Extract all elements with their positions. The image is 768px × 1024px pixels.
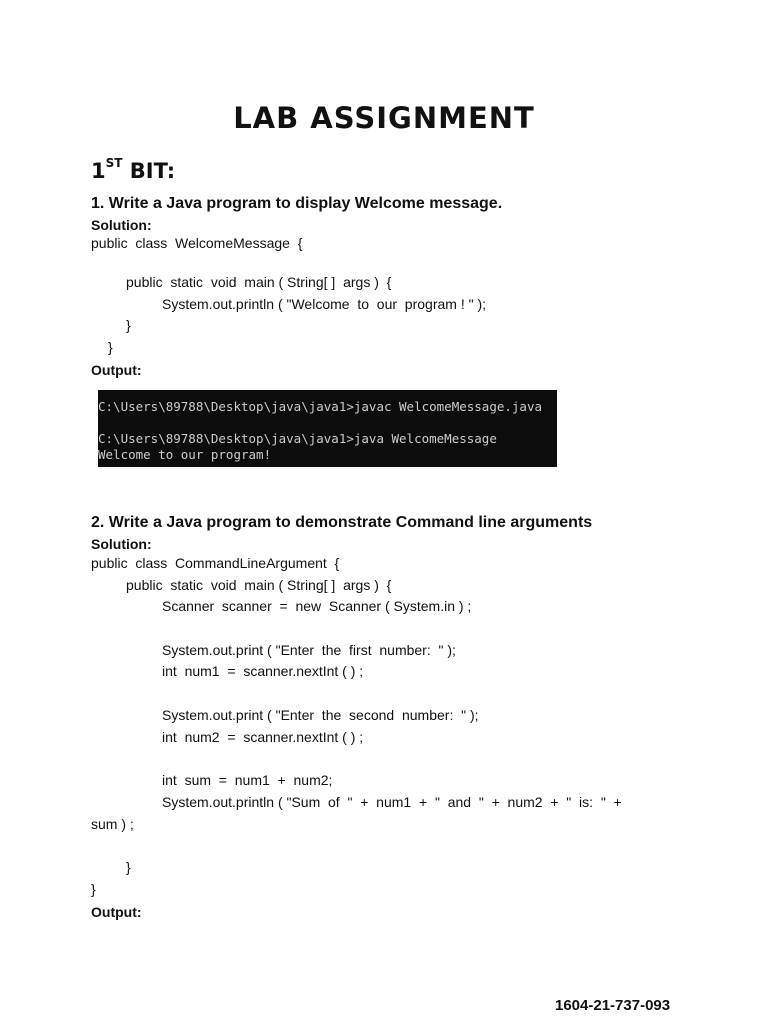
output-label-1: Output: — [91, 362, 142, 378]
code-line: System.out.println ( "Welcome to our program ! " ); — [162, 296, 487, 312]
question-1: 1. Write a Java program to display Welcome message. — [91, 195, 503, 212]
code-line: } — [126, 859, 131, 875]
terminal-line: C:\Users\89788\Desktop\java\java1>java WelcomeMessage — [98, 431, 497, 446]
code-line: int sum = num1 + num2; — [162, 772, 333, 788]
footer-id: 1604-21-737-093 — [555, 997, 671, 1014]
code-line: public class CommandLineArgument { — [91, 555, 340, 571]
code-line: Scanner scanner = new Scanner ( System.in ) ; — [162, 598, 472, 614]
page-title: LAB ASSIGNMENT — [233, 101, 535, 135]
question-2: 2. Write a Java program to demonstrate Command line arguments — [91, 514, 593, 531]
code-line: System.out.println ( "Sum of " + num1 + " and " + num2 + " is: " + — [162, 794, 622, 810]
code-line: System.out.print ( "Enter the second number: " ); — [162, 707, 479, 723]
solution-label-1: Solution: — [91, 217, 152, 233]
code-line: public static void main ( String[ ] args ) { — [126, 274, 392, 290]
code-line: System.out.print ( "Enter the first number: " ); — [162, 642, 456, 658]
code-line: public static void main ( String[ ] args ) { — [126, 577, 392, 593]
solution-label-2: Solution: — [91, 536, 152, 552]
section-superscript: ST — [105, 156, 123, 170]
code-line: } — [126, 317, 131, 333]
terminal-line: Welcome to our program! — [98, 447, 272, 462]
code-line: int num1 = scanner.nextInt ( ) ; — [162, 663, 364, 679]
terminal-line: C:\Users\89788\Desktop\java\java1>javac WelcomeMessage.java — [98, 399, 543, 414]
code-line: public class WelcomeMessage { — [91, 235, 303, 251]
section-heading — [91, 156, 176, 183]
output-label-2: Output: — [91, 904, 142, 920]
code-line: sum ) ; — [91, 816, 134, 832]
terminal-output — [98, 390, 557, 467]
section-label: BIT: — [122, 159, 176, 183]
code-line: int num2 = scanner.nextInt ( ) ; — [162, 729, 364, 745]
code-line: } — [108, 339, 113, 355]
section-number: 1 — [91, 159, 106, 183]
code-line: } — [91, 881, 96, 897]
